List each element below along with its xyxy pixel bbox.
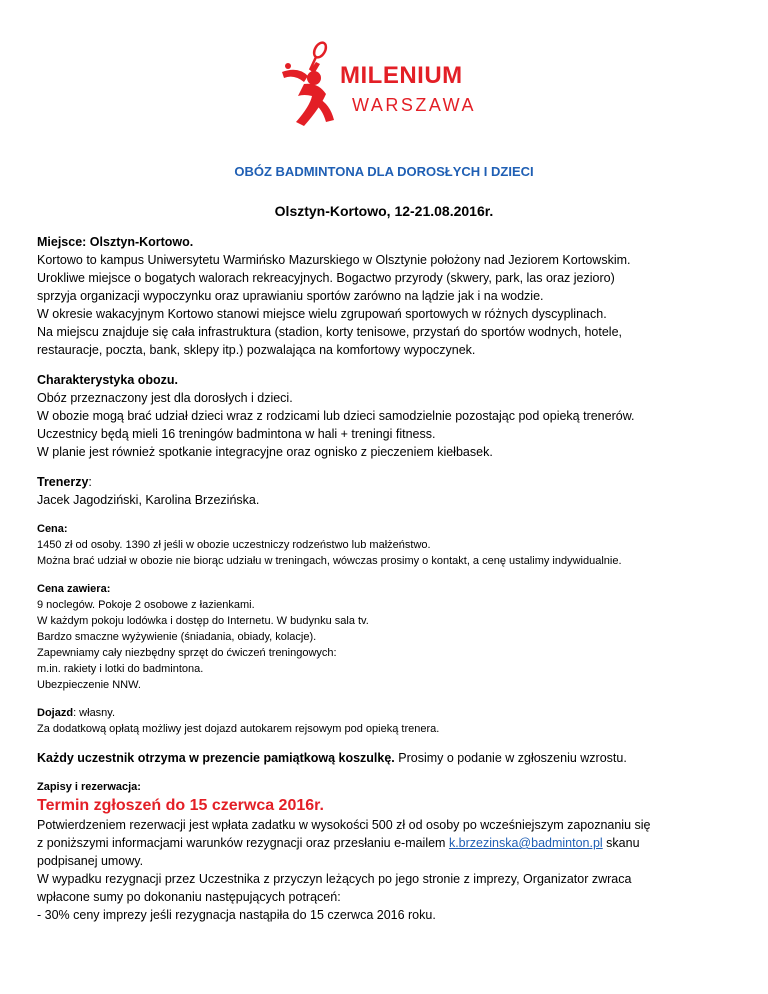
deadline-text: Termin zgłoszeń do 15 czerwca 2016r. xyxy=(37,797,324,814)
cena-zawiera-line: m.in. rakiety i lotki do badmintona. xyxy=(37,663,204,675)
zapisy-line: - 30% ceny imprezy jeśli rezygnacja nastąpiła do 15 czerwca 2016 roku. xyxy=(37,908,436,922)
cena-zawiera-line: 9 noclegów. Pokoje 2 osobowe z łazienkami. xyxy=(37,599,255,611)
charakterystyka-heading: Charakterystyka obozu. xyxy=(37,373,179,387)
miejsce-line: Urokliwe miejsce o bogatych walorach rekreacyjnych. Bogactwo przyrody (skwery, park, las oraz jezioro) xyxy=(37,271,615,285)
miejsce-line: restauracje, poczta, bank, sklepy itp.) pozwalająca na komfortowy wypoczynek. xyxy=(37,343,476,357)
dojazd-heading: Dojazd xyxy=(37,707,74,719)
zapisy-line: wpłacone sumy po dokonaniu następujących potrąceń: xyxy=(37,890,341,904)
charakterystyka-line: Obóz przeznaczony jest dla dorosłych i dzieci. xyxy=(37,391,293,405)
zapisy-line xyxy=(37,834,737,852)
miejsce-heading: Miejsce: Olsztyn-Kortowo. xyxy=(37,235,194,249)
document-body xyxy=(37,233,737,924)
charakterystyka-line: W planie jest również spotkanie integracyjne oraz ognisko z pieczeniem kiełbasek. xyxy=(37,445,493,459)
trenerzy-heading: Trenerzy xyxy=(37,475,89,489)
cena-zawiera-line: Zapewniamy cały niezbędny sprzęt do ćwiczeń treningowych: xyxy=(37,647,337,659)
miejsce-line: Kortowo to kampus Uniwersytetu Warmińsko Mazurskiego w Olsztynie położony nad Jeziorem Kortowskim. xyxy=(37,253,631,267)
miejsce-line: W okresie wakacyjnym Kortowo stanowi miejsce wielu zgrupowań sportowych w różnych dyscyplinach. xyxy=(37,307,607,321)
trenerzy-colon: : xyxy=(88,475,92,489)
document-subtitle: Olsztyn-Kortowo, 12-21.08.2016r. xyxy=(274,203,494,219)
document-title: OBÓZ BADMINTONA DLA DOROSŁYCH I DZIECI xyxy=(234,164,534,179)
koszulka-bold: Każdy uczestnik otrzyma w prezencie pamiątkową koszulkę. xyxy=(37,751,395,765)
cena-zawiera-line: Bardzo smaczne wyżywienie (śniadania, obiady, kolacje). xyxy=(37,631,317,643)
zapisy-line: W wypadku rezygnacji przez Uczestnika z przyczyn leżących po jego stronie z imprezy, Organizator zwraca xyxy=(37,872,632,886)
cena-line: Można brać udział w obozie nie biorąc udziału w treningach, wówczas prosimy o kontakt, a cenę ustalimy indywidualnie. xyxy=(37,555,622,567)
zapisy-line: Potwierdzeniem rezerwacji jest wpłata zadatku w wysokości 500 zł od osoby po wcześniejszym zapoznaniu się xyxy=(37,818,651,832)
koszulka-normal: Prosimy o podanie w zgłoszeniu wzrostu. xyxy=(394,751,627,765)
dojazd-line: Za dodatkową opłatą możliwy jest dojazd autokarem rejsowym pod opieką trenera. xyxy=(37,723,440,735)
dojazd-value: : własny. xyxy=(73,707,116,719)
zapisy-line-part: skanu xyxy=(602,836,640,850)
email-link[interactable]: k.brzezinska@badminton.pl xyxy=(448,836,603,850)
charakterystyka-line: W obozie mogą brać udział dzieci wraz z rodzicami lub dzieci samodzielnie pozostając pod opieką trenerów. xyxy=(37,409,635,423)
koszulka-row xyxy=(37,749,737,767)
zapisy-heading: Zapisy i rezerwacja: xyxy=(37,781,141,793)
cena-zawiera-line: W każdym pokoju lodówka i dostęp do Internetu. W budynku sala tv. xyxy=(37,615,369,627)
trenerzy-heading-row xyxy=(37,473,737,491)
zapisy-line: podpisanej umowy. xyxy=(37,854,144,868)
cena-line: 1450 zł od osoby. 1390 zł jeśli w obozie uczestniczy rodzeństwo lub małżeństwo. xyxy=(37,539,431,551)
miejsce-line: Na miejscu znajduje się cała infrastruktura (stadion, korty tenisowe, przystań do sportów wodnych, hotele, xyxy=(37,325,623,339)
logo-name: MILENIUM xyxy=(340,62,463,89)
trenerzy-names: Jacek Jagodziński, Karolina Brzezińska. xyxy=(37,493,260,507)
logo-city: WARSZAWA xyxy=(352,95,476,115)
miejsce-line: sprzyja organizacji wypoczynku oraz uprawianiu sportów zarówno na lądzie jak i na wodzie. xyxy=(37,289,544,303)
cena-zawiera-heading: Cena zawiera: xyxy=(37,583,111,595)
dojazd-row xyxy=(37,705,737,721)
cena-heading: Cena: xyxy=(37,523,68,535)
zapisy-line-part: z poniższymi informacjami warunków rezygnacji oraz przesłaniu e-mailem xyxy=(37,836,449,850)
cena-zawiera-line: Ubezpieczenie NNW. xyxy=(37,679,141,691)
charakterystyka-line: Uczestnicy będą mieli 16 treningów badmintona w hali + treningi fitness. xyxy=(37,427,436,441)
